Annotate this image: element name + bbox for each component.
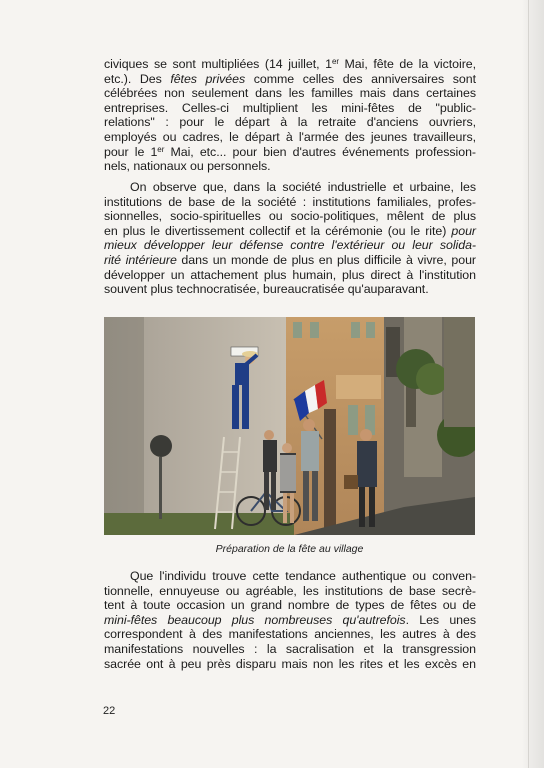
text-line: développer un attachement plus humain, plus direct à l'institution xyxy=(104,267,476,282)
paragraph-3 xyxy=(104,569,476,671)
text-line: pour le 1er Mai, etc... pour bien d'autres événements profession- xyxy=(104,144,476,159)
text-line: célébrées non seulement dans les familles mais dans certaines xyxy=(104,86,476,101)
text-line: tionnelle, ennuyeuse ou agréable, les institutions de base secrè- xyxy=(104,583,476,598)
text-line: mini-fêtes beaucoup plus nombreuses qu'autrefois. Les unes xyxy=(104,612,476,627)
text-line: correspondent à des manifestations anciennes, les autres à des xyxy=(104,627,476,642)
text-line: On observe que, dans la société industrielle et urbaine, les xyxy=(130,180,476,194)
text-line: sionnelles, socio-spirituelles ou socio-politiques, mêlent de plus xyxy=(104,209,476,224)
text-line: rité intérieure dans un monde de plus en plus difficile à vivre, pour xyxy=(104,252,476,267)
text-line: employés ou cadres, le départ à l'armée des jeunes travailleurs, xyxy=(104,129,476,144)
text-line: souvent plus technocratisée, bureaucratisée qu'auparavant. xyxy=(104,282,429,297)
text-line: Que l'individu trouve cette tendance authentique ou conven- xyxy=(130,569,476,583)
photo-caption: Préparation de la fête au village xyxy=(215,543,364,555)
page-edge xyxy=(522,0,544,768)
text-line: relations" : pour le départ à la retraite d'anciens ouvriers, xyxy=(104,115,476,130)
text-line: tent à toute occasion un grand nombre de types de fêtes ou de xyxy=(104,598,476,613)
paragraph-2 xyxy=(104,180,476,297)
paragraph-1 xyxy=(104,57,476,174)
text-line: manifestations nouvelles : la sacralisation et la transgression xyxy=(104,641,476,656)
text-line: etc.). Des fêtes privées comme celles des anniversaires sont xyxy=(104,71,476,86)
page-number: 22 xyxy=(103,705,116,717)
text-line: institutions de base de la société : institutions familiales, profes- xyxy=(104,194,476,209)
text-line: en plus le divertissement collectif et la cérémonie (ou le rite) pour xyxy=(104,223,476,238)
text-line: sacrée ont à peu près disparu mais non les rites et les excès en xyxy=(104,656,476,671)
text-line: nels, nationaux ou personnels. xyxy=(104,159,271,174)
text-line: mieux développer leur défense contre l'extérieur ou leur solida- xyxy=(104,238,476,253)
text-line: entreprises. Celles-ci multiplient les mini-fêtes de "public- xyxy=(104,100,476,115)
text-line: civiques se sont multipliées (14 juillet, 1er Mai, fête de la victoire, xyxy=(104,57,477,71)
village-photo xyxy=(104,317,475,535)
